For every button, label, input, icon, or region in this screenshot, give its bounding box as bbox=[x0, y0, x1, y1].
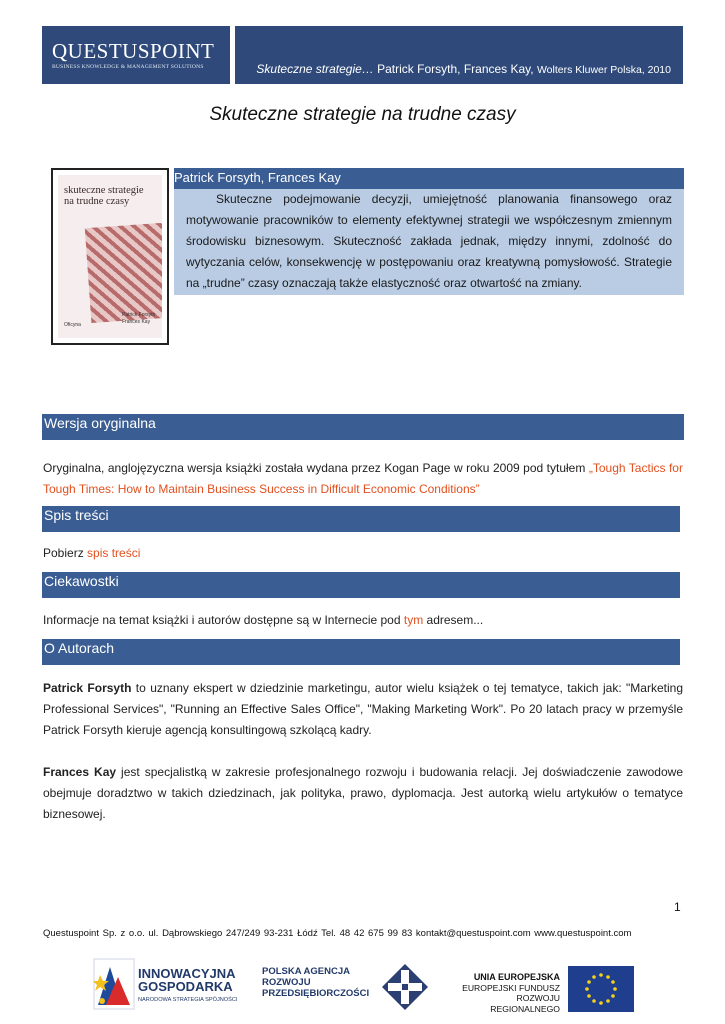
innowacyjna-gospodarka-logo bbox=[92, 957, 252, 1013]
original-version-text: Oryginalna, anglojęzyczna wersja książki została wydana przez Kogan Page w roku 2009 pod tytułem bbox=[43, 461, 589, 475]
author2-name: Frances Kay bbox=[43, 765, 117, 779]
eu-line1: UNIA EUROPEJSKA bbox=[473, 972, 560, 982]
eu-text bbox=[462, 972, 560, 1014]
ig-line2: GOSPODARKA bbox=[138, 979, 233, 994]
eu-line3: ROZWOJU REGIONALNEGO bbox=[490, 993, 560, 1014]
author2-bio: jest specjalistką w zakresie profesjonalnego rozwoju i budowania relacji. Jej doświadczenie zawodowe obejmuje doradztwo w takich dziedzinach, jak polityka, prawo, dyplomacja. Jest autorką wielu artykułów o tematyce biznesowej. bbox=[43, 765, 683, 821]
book-description-text: Skuteczne podejmowanie decyzji, umiejętność planowania finansowego oraz motywowanie pracowników to elementy efektywnej strategii we współczesnym zmiennym środowisku biznesowym. Skuteczność zakłada jednak, między innymi, zdolność do wytyczania celów, konsekwencję w postępowaniu oraz kreatywną pomysłowość. Strategie na „trudne” czasy oznaczają także elastyczność oraz otwartość na zmiany. bbox=[186, 192, 672, 290]
page-number: 1 bbox=[674, 900, 681, 914]
citation-text bbox=[256, 62, 671, 76]
eu-erdf-logo bbox=[462, 966, 662, 1014]
innowacyjna-gospodarka-emblem-icon bbox=[92, 957, 136, 1011]
cover-authors: Patrick Forsyth Frances Kay bbox=[122, 312, 156, 325]
parp-logo bbox=[262, 962, 432, 1014]
header-citation-bar bbox=[235, 26, 683, 84]
book-description bbox=[174, 189, 684, 295]
parp-line2: ROZWOJU bbox=[262, 977, 311, 988]
book-cover-image bbox=[51, 168, 169, 345]
parp-mark-icon bbox=[380, 962, 430, 1012]
section-heading-trivia: Ciekawostki bbox=[42, 572, 680, 598]
logo-name: QUESTUSPOINT bbox=[52, 39, 215, 63]
ig-name bbox=[138, 967, 236, 993]
eu-flag-icon bbox=[568, 966, 634, 1012]
parp-line3: PRZEDSIĘBIORCZOŚCI bbox=[262, 988, 370, 999]
parp-line1: POLSKA AGENCJA bbox=[262, 966, 350, 977]
eu-line2: EUROPEJSKI FUNDUSZ bbox=[462, 982, 560, 993]
author1-name: Patrick Forsyth bbox=[43, 681, 132, 695]
citation-publisher: Wolters Kluwer Polska, 2010 bbox=[536, 64, 671, 76]
author2-paragraph bbox=[43, 762, 683, 825]
author1-paragraph bbox=[43, 678, 683, 741]
toc-paragraph bbox=[43, 543, 683, 564]
original-title-link[interactable]: „Tough Tactics for Tough Times: How to Maintain Business Success in Difficult Economic Conditions” bbox=[43, 461, 683, 496]
questuspoint-logo bbox=[42, 26, 230, 84]
citation-title: Skuteczne strategie… bbox=[256, 62, 374, 76]
section-heading-toc: Spis treści bbox=[42, 506, 680, 532]
section-heading-original: Wersja oryginalna bbox=[42, 414, 684, 440]
section-heading-authors: O Autorach bbox=[42, 639, 680, 665]
cover-publisher: Oficyna bbox=[64, 322, 81, 328]
original-version-paragraph bbox=[43, 458, 683, 500]
footer-contact: Questuspoint Sp. z o.o. ul. Dąbrowskiego 247/249 93-231 Łódź Tel. 48 42 675 99 83 kontakt@questuspoint.com www.questuspoint.com bbox=[43, 928, 632, 939]
ig-subtitle: NARODOWA STRATEGIA SPÓJNOŚCI bbox=[138, 997, 238, 1003]
logo-tagline: BUSINESS KNOWLEDGE & MANAGEMENT SOLUTIONS bbox=[52, 64, 204, 70]
trivia-paragraph bbox=[43, 610, 683, 631]
document-title: Skuteczne strategie na trudne czasy bbox=[209, 104, 516, 125]
ig-line1: INNOWACYJNA bbox=[138, 966, 236, 981]
trivia-text-before: Informacje na temat książki i autorów dostępne są w Internecie pod bbox=[43, 613, 404, 627]
cover-title: skuteczne strategie na trudne czasy bbox=[64, 185, 144, 207]
toc-text: Pobierz bbox=[43, 546, 88, 560]
citation-authors: Patrick Forsyth, Frances Kay, bbox=[373, 62, 537, 76]
trivia-link[interactable]: tym bbox=[403, 613, 424, 627]
toc-download-link[interactable]: spis treści bbox=[87, 546, 141, 560]
cover-maze-graphic bbox=[85, 222, 162, 323]
author1-bio: to uznany ekspert w dziedzinie marketingu, autor wielu książek o tej tematyce, takich jak: "Marketing Professional Services", "Running an Effective Sales Office", "Making Marketing Work". Po 20 latach pracy w przemyśle Patrick Forsyth kieruje agencją konsultingową szkolącą kadry. bbox=[43, 681, 683, 737]
trivia-text-after: adresem... bbox=[423, 613, 484, 627]
book-authors-heading: Patrick Forsyth, Frances Kay bbox=[174, 168, 684, 189]
parp-name bbox=[262, 966, 369, 999]
